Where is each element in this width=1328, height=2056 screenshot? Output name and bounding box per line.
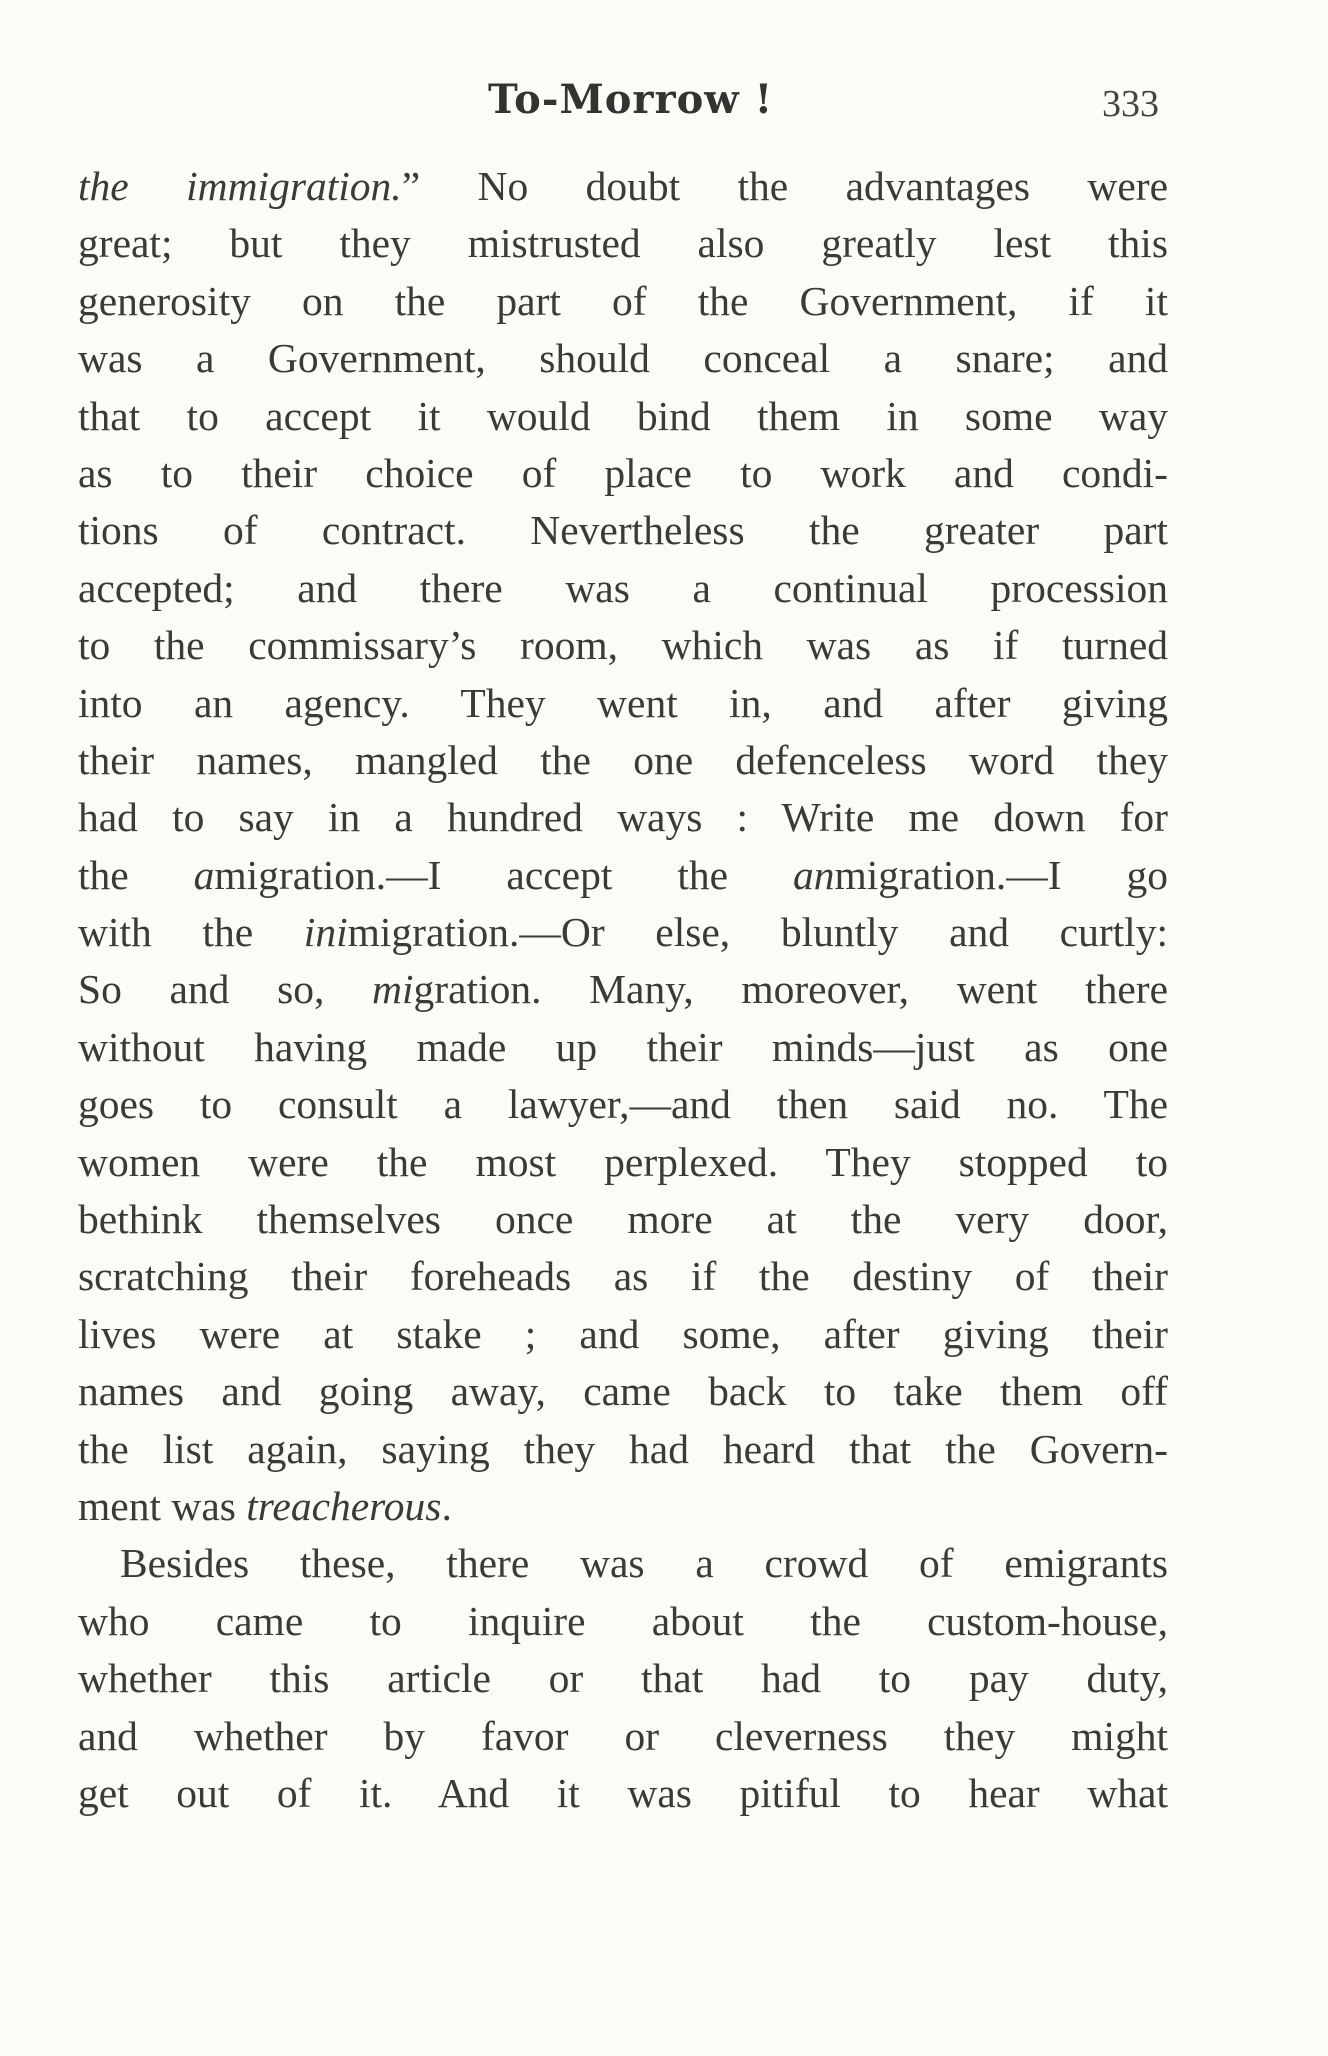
text-run: with the — [78, 909, 304, 956]
text-line — [78, 1650, 1168, 1707]
text-run: who came to inquire about the custom-house, — [78, 1597, 1168, 1644]
text-line — [78, 330, 1168, 387]
text-line — [78, 215, 1168, 272]
italic-text: ini — [303, 909, 348, 956]
text-run: gration. Many, moreover, went there — [413, 966, 1168, 1013]
text-run: the list again, saying they had heard that the Govern- — [78, 1425, 1168, 1472]
text-run: migration.—Or else, bluntly and curtly: — [347, 909, 1168, 956]
text-line — [78, 675, 1168, 732]
running-head — [0, 72, 1328, 132]
text-line — [78, 617, 1168, 674]
italic-text: the immigration. — [78, 163, 402, 209]
text-line — [78, 961, 1168, 1018]
text-line — [78, 1478, 1168, 1535]
text-line — [78, 502, 1168, 559]
text-run: had to say in a hundred ways : Write me down for — [78, 794, 1168, 841]
text-line — [78, 1248, 1168, 1305]
text-run: as to their choice of place to work and condi- — [78, 449, 1168, 496]
text-run: Besides these, there was a crowd of emigrants — [120, 1540, 1168, 1587]
text-line — [78, 1134, 1168, 1191]
text-run: migration.—I accept the — [214, 851, 793, 898]
text-line — [78, 1765, 1168, 1822]
text-run: . — [441, 1482, 452, 1529]
text-line — [78, 1708, 1168, 1765]
text-run: names and going away, came back to take them off — [78, 1368, 1168, 1415]
text-run: ment was — [78, 1482, 247, 1529]
text-line — [78, 1306, 1168, 1363]
text-line — [78, 789, 1168, 846]
text-line — [78, 158, 1168, 215]
italic-text: a — [193, 851, 215, 898]
text-line — [78, 388, 1168, 445]
italic-text: an — [792, 851, 835, 898]
text-run: get out of it. And it was pitiful to hear what — [78, 1769, 1168, 1816]
text-line — [78, 1363, 1168, 1420]
text-run: the — [78, 851, 194, 898]
text-line — [78, 560, 1168, 617]
text-run: into an agency. They went in, and after giving — [78, 679, 1168, 726]
text-run: that to accept it would bind them in some way — [78, 392, 1168, 439]
text-line — [78, 1593, 1168, 1650]
text-line — [78, 904, 1168, 961]
italic-text: mi — [372, 966, 414, 1013]
text-run: and whether by favor or cleverness they might — [78, 1712, 1168, 1759]
text-run: goes to consult a lawyer,—and then said no. The — [78, 1081, 1168, 1128]
text-run: ” No doubt the advantages were — [401, 163, 1168, 209]
text-run: great; but they mistrusted also greatly lest this — [78, 220, 1168, 267]
text-run: So and so, — [78, 966, 373, 1013]
text-run: lives were at stake ; and some, after giving their — [78, 1310, 1168, 1357]
text-line — [78, 1191, 1168, 1248]
text-line — [78, 732, 1168, 789]
text-run: without having made up their minds—just as one — [78, 1023, 1168, 1070]
text-run: women were the most perplexed. They stopped to — [78, 1138, 1168, 1185]
page-number: 333 — [1102, 83, 1159, 125]
text-run: was a Government, should conceal a snare; and — [78, 335, 1168, 382]
text-line — [78, 1019, 1168, 1076]
text-line — [78, 1076, 1168, 1133]
text-line — [78, 1421, 1168, 1478]
text-run: accepted; and there was a continual procession — [78, 564, 1168, 611]
text-line — [78, 273, 1168, 330]
body-text — [78, 158, 1168, 1822]
text-run: to the commissary’s room, which was as if turned — [78, 622, 1168, 669]
text-line — [78, 847, 1168, 904]
text-run: bethink themselves once more at the very door, — [78, 1196, 1168, 1243]
text-run: whether this article or that had to pay duty, — [78, 1655, 1168, 1702]
text-run: scratching their foreheads as if the destiny of their — [78, 1253, 1168, 1300]
text-line — [78, 1535, 1168, 1592]
text-run: their names, mangled the one defenceless word they — [78, 736, 1168, 783]
text-run: generosity on the part of the Government, if it — [78, 277, 1168, 324]
running-title: To-Morrow ! — [488, 76, 774, 123]
italic-text: treacherous — [246, 1482, 442, 1529]
text-run: migration.—I go — [834, 851, 1168, 898]
text-run: tions of contract. Nevertheless the greater part — [78, 507, 1168, 554]
text-line — [78, 445, 1168, 502]
